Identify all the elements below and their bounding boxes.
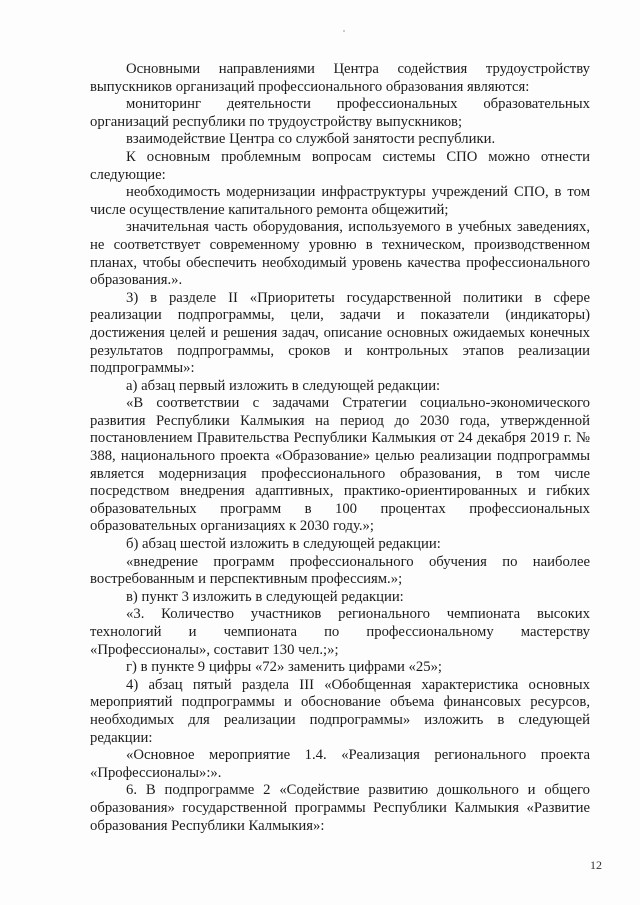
scan-speck (343, 30, 345, 32)
paragraph: «В соответствии с задачами Стратегии социально-экономического развития Республики Калмыкия на период до 2030 года, утвержденной постановлением Правительства Республики Калмыкия от 24 декабря 2019 г. № 388, национального проекта «Образование» целью реализации подпрограммы является модернизация профессионального образования, в том числе посредством внедрения адаптивных, практико-ориентированных и гибких образовательных программ в 100 процентах профессиональных образовательных организациях к 2030 году.»; (90, 395, 590, 535)
paragraph: 4) абзац пятый раздела III «Обобщенная характеристика основных мероприятий подпрограммы и обоснование объема финансовых ресурсов, необходимых для реализации подпрограммы» изложить в следующей редакции: (90, 676, 590, 746)
page-number: 12 (590, 858, 602, 872)
paragraph: «внедрение программ профессионального обучения по наиболее востребованным и перспективным профессиям.»; (90, 553, 590, 588)
paragraph: б) абзац шестой изложить в следующей редакции: (126, 536, 441, 553)
document-body (90, 61, 590, 835)
paragraph: необходимость модернизации инфраструктуры учреждений СПО, в том числе осуществление капитального ремонта общежитий; (90, 184, 590, 218)
paragraph: 3) в разделе II «Приоритеты государственной политики в сфере реализации подпрограммы, цели, задачи и показатели (индикаторы) достижения целей и решения задач, описание основных ожидаемых конечных результатов подпрограммы, сроков и контрольных этапов реализации подпрограммы»: (90, 289, 590, 377)
paragraph: а) абзац первый изложить в следующей редакции: (126, 377, 441, 394)
paragraph: значительная часть оборудования, используемого в учебных заведениях, не соответствует современному уровню в техническом, производственном планах, чтобы обеспечить необходимый уровень качества профессионального образования.». (90, 219, 590, 289)
paragraph: 6. В подпрограмме 2 «Содействие развитию дошкольного и общего образования» государственной программы Республики Калмыкия «Развитие образования Республики Калмыкия»: (90, 782, 590, 834)
paragraph: К основным проблемным вопросам системы СПО можно отнести следующие: (90, 148, 590, 183)
paragraph: «Основное мероприятие 1.4. «Реализация регионального проекта «Профессионалы»:». (90, 747, 590, 781)
paragraph: взаимодействие Центра со службой занятости республики. (126, 131, 496, 148)
paragraph: в) пункт 3 изложить в следующей редакции: (126, 588, 404, 605)
paragraph: мониторинг деятельности профессиональных образовательных организаций республики по трудоустройству выпускников; (90, 96, 590, 130)
paragraph: «3. Количество участников регионального чемпионата высоких технологий и чемпионата по профессиональному мастерству «Профессионалы», составит 130 чел.;»; (90, 606, 590, 658)
paragraph: Основными направлениями Центра содействия трудоустройству выпускников организаций профессионального образования являются: (90, 61, 590, 95)
paragraph: г) в пункте 9 цифры «72» заменить цифрами «25»; (126, 659, 443, 676)
